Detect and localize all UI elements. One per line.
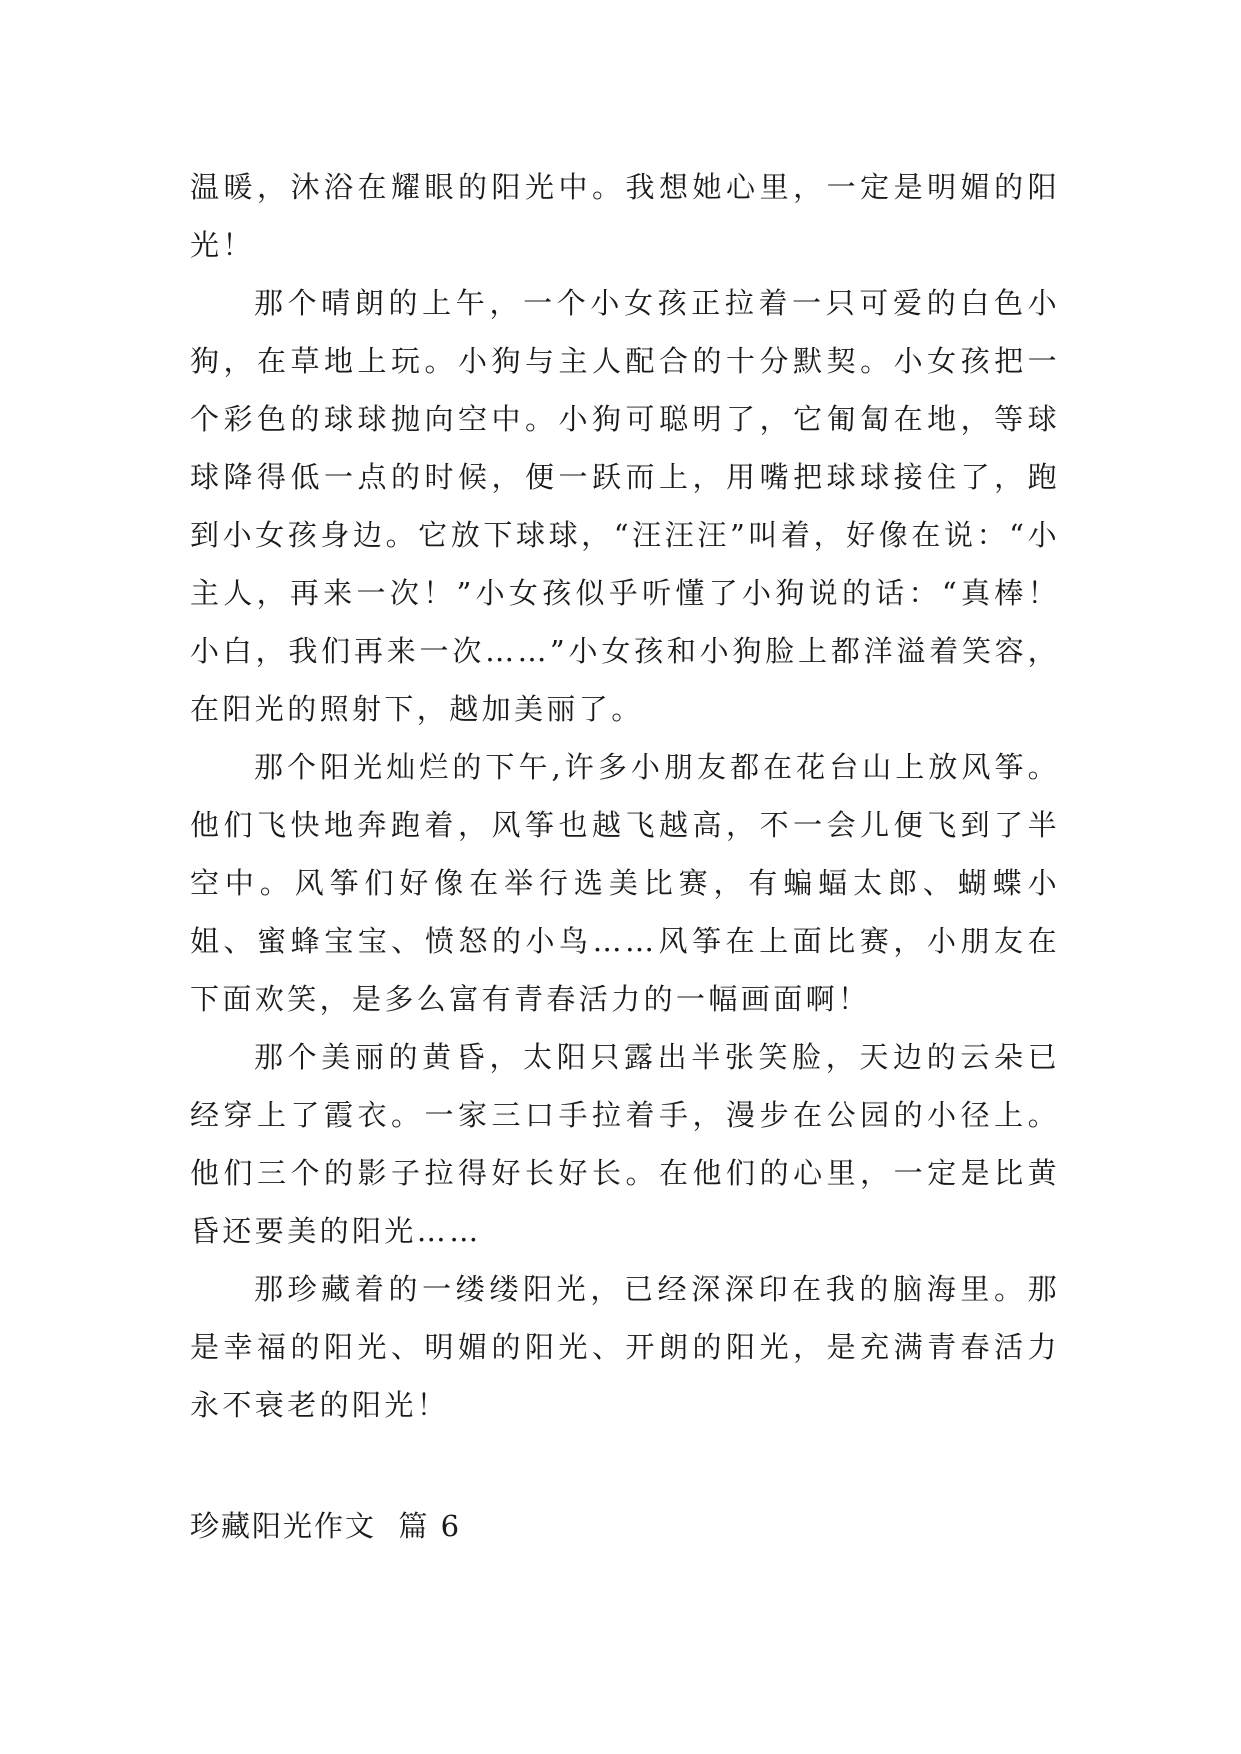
- paragraph-puppy-morning: 那个晴朗的上午，一个小女孩正拉着一只可爱的白色小狗，在草地上玩。小狗与主人配合的十分默契。小女孩把一个彩色的球球抛向空中。小狗可聪明了，它匍匐在地，等球球降得低一点的时候，便一跃而上，用嘴把球球接住了，跑到小女孩身边。它放下球球，“汪汪汪”叫着，好像在说：“小主人，再来一次！”小女孩似乎听懂了小狗说的话：“真棒！小白，我们再来一次……”小女孩和小狗脸上都洋溢着笑容，在阳光的照射下，越加美丽了。: [190, 286, 1060, 726]
- paragraph-family-dusk: 那个美丽的黄昏，太阳只露出半张笑脸，天边的云朵已经穿上了霞衣。一家三口手拉着手，漫步在公园的小径上。他们三个的影子拉得好长好长。在他们的心里，一定是比黄昏还要美的阳光……: [190, 1040, 1060, 1248]
- document-body: [190, 158, 1060, 1434]
- paragraph-conclusion: 那珍藏着的一缕缕阳光，已经深深印在我的脑海里。那是幸福的阳光、明媚的阳光、开朗的阳光，是充满青春活力永不衰老的阳光！: [190, 1272, 1060, 1422]
- section-heading: 珍藏阳光作文 篇 6: [190, 1509, 462, 1543]
- paragraph-continuation: 温暖，沐浴在耀眼的阳光中。我想她心里，一定是明媚的阳光！: [190, 170, 1060, 262]
- paragraph-kites-afternoon: 那个阳光灿烂的下午,许多小朋友都在花台山上放风筝。他们飞快地奔跑着，风筝也越飞越高，不一会儿便飞到了半空中。风筝们好像在举行选美比赛，有蝙蝠太郎、蝴蝶小姐、蜜蜂宝宝、愤怒的小鸟……风筝在上面比赛，小朋友在下面欢笑，是多么富有青春活力的一幅画面啊！: [190, 750, 1060, 1016]
